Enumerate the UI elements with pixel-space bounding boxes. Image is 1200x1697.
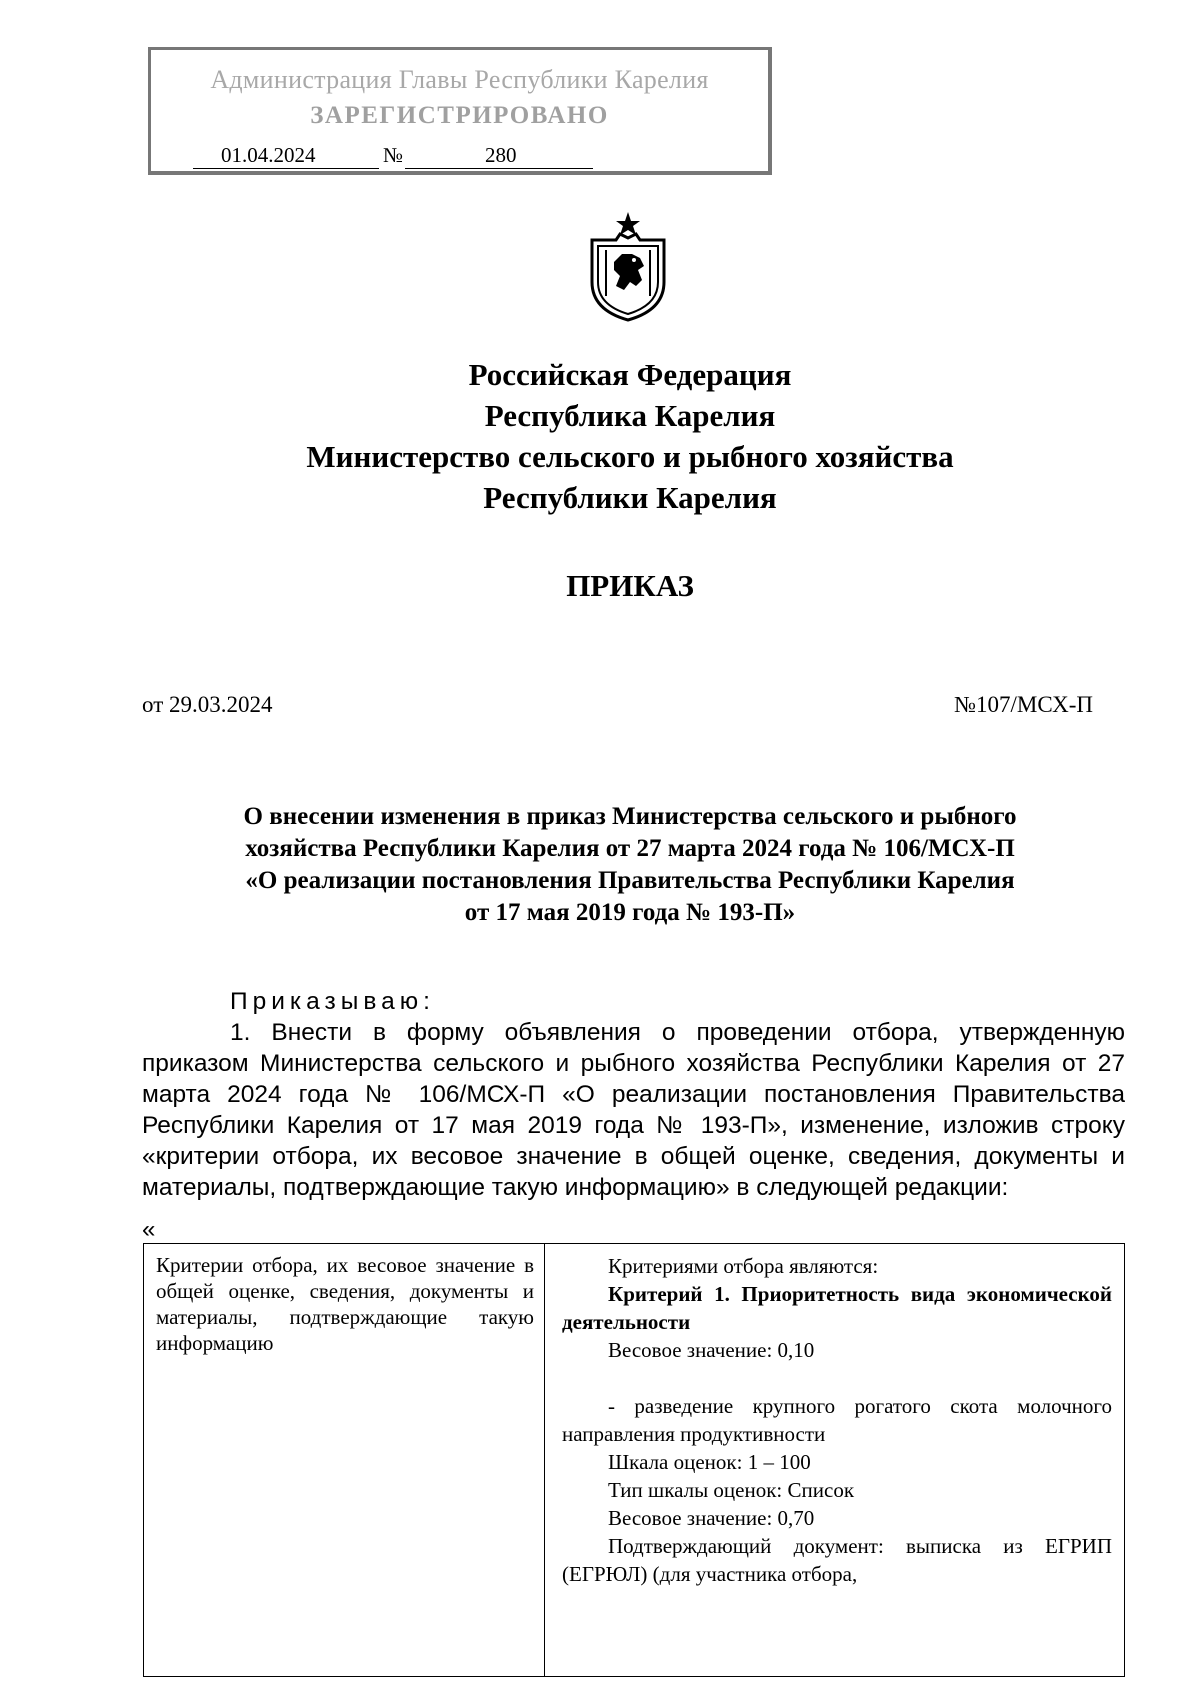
subject-line: «О реализации постановления Правительства Республики Карелия xyxy=(245,867,1015,894)
stamp-number: 280 xyxy=(405,143,593,169)
criterion-title xyxy=(562,1280,1112,1336)
karelia-coat-of-arms-icon xyxy=(586,210,670,322)
scale: Шкала оценок: 1 – 100 xyxy=(608,1450,811,1474)
stamp-status: ЗАРЕГИСТРИРОВАНО xyxy=(310,102,609,129)
criteria-intro: Критериями отбора являются: xyxy=(608,1254,879,1278)
document-type: ПРИКАЗ xyxy=(566,568,694,603)
subject-line: О внесении изменения в приказ Министерства сельского и рыбного xyxy=(243,803,1017,830)
table-cell-right xyxy=(562,1252,1112,1588)
emblem-bear xyxy=(614,254,644,290)
table-cell-left: Критерии отбора, их весовое значение в общей оценке, сведения, документы и материалы, подтверждающие такую информацию xyxy=(156,1253,534,1355)
stamp-date: 01.04.2024 xyxy=(193,143,379,169)
document-subject xyxy=(150,801,1110,929)
subject-line: хозяйства Республики Карелия от 27 марта 2024 года № 106/МСХ-П xyxy=(245,835,1015,862)
spacer xyxy=(562,1364,1112,1392)
criterion-weight: Весовое значение: 0,10 xyxy=(608,1338,815,1362)
document-date: от 29.03.2024 xyxy=(142,692,273,717)
stamp-organization: Администрация Главы Республики Карелия xyxy=(210,65,709,94)
header-country: Российская Федерация xyxy=(468,357,792,392)
document-body xyxy=(142,986,1125,1203)
criteria-table xyxy=(143,1243,1125,1677)
document-number: №107/МСХ-П xyxy=(954,692,1093,717)
header-republic: Республика Карелия xyxy=(484,398,776,433)
header-ministry-region: Республики Карелия xyxy=(483,480,777,515)
stamp-number-sign: № xyxy=(383,143,404,167)
scale-type: Тип шкалы оценок: Список xyxy=(608,1478,855,1502)
table-divider xyxy=(544,1244,545,1676)
emblem-star xyxy=(616,212,640,235)
quote-open: « xyxy=(142,1216,156,1243)
document-header xyxy=(150,354,1110,518)
activity-weight: Весовое значение: 0,70 xyxy=(608,1506,815,1530)
activity-item: - разведение крупного рогатого скота молочного направления продуктивности xyxy=(562,1394,1112,1446)
criterion-title-text: Критерий 1. Приоритетность вида экономической деятельности xyxy=(562,1282,1112,1334)
order-item-1: 1. Внести в форму объявления о проведении отбора, утвержденную приказом Министерства сельского и рыбного хозяйства Республики Карелия от 27 марта 2024 года № 106/МСХ-П «О реализации постановления Правительства Республики Карелия от 17 мая 2019 года № 193-П», изменение, изложив строку «критерии отбора, их весовое значение в общей оценке, сведения, документы и материалы, подтверждающие такую информацию» в следующей редакции: xyxy=(142,1019,1125,1201)
order-lead: Приказываю: xyxy=(230,988,435,1015)
supporting-document: Подтверждающий документ: выписка из ЕГРИП (ЕГРЮЛ) (для участника отбора, xyxy=(562,1534,1112,1586)
subject-line: от 17 мая 2019 года № 193-П» xyxy=(464,899,796,926)
registration-stamp xyxy=(148,47,772,175)
header-ministry: Министерство сельского и рыбного хозяйства xyxy=(306,439,954,474)
